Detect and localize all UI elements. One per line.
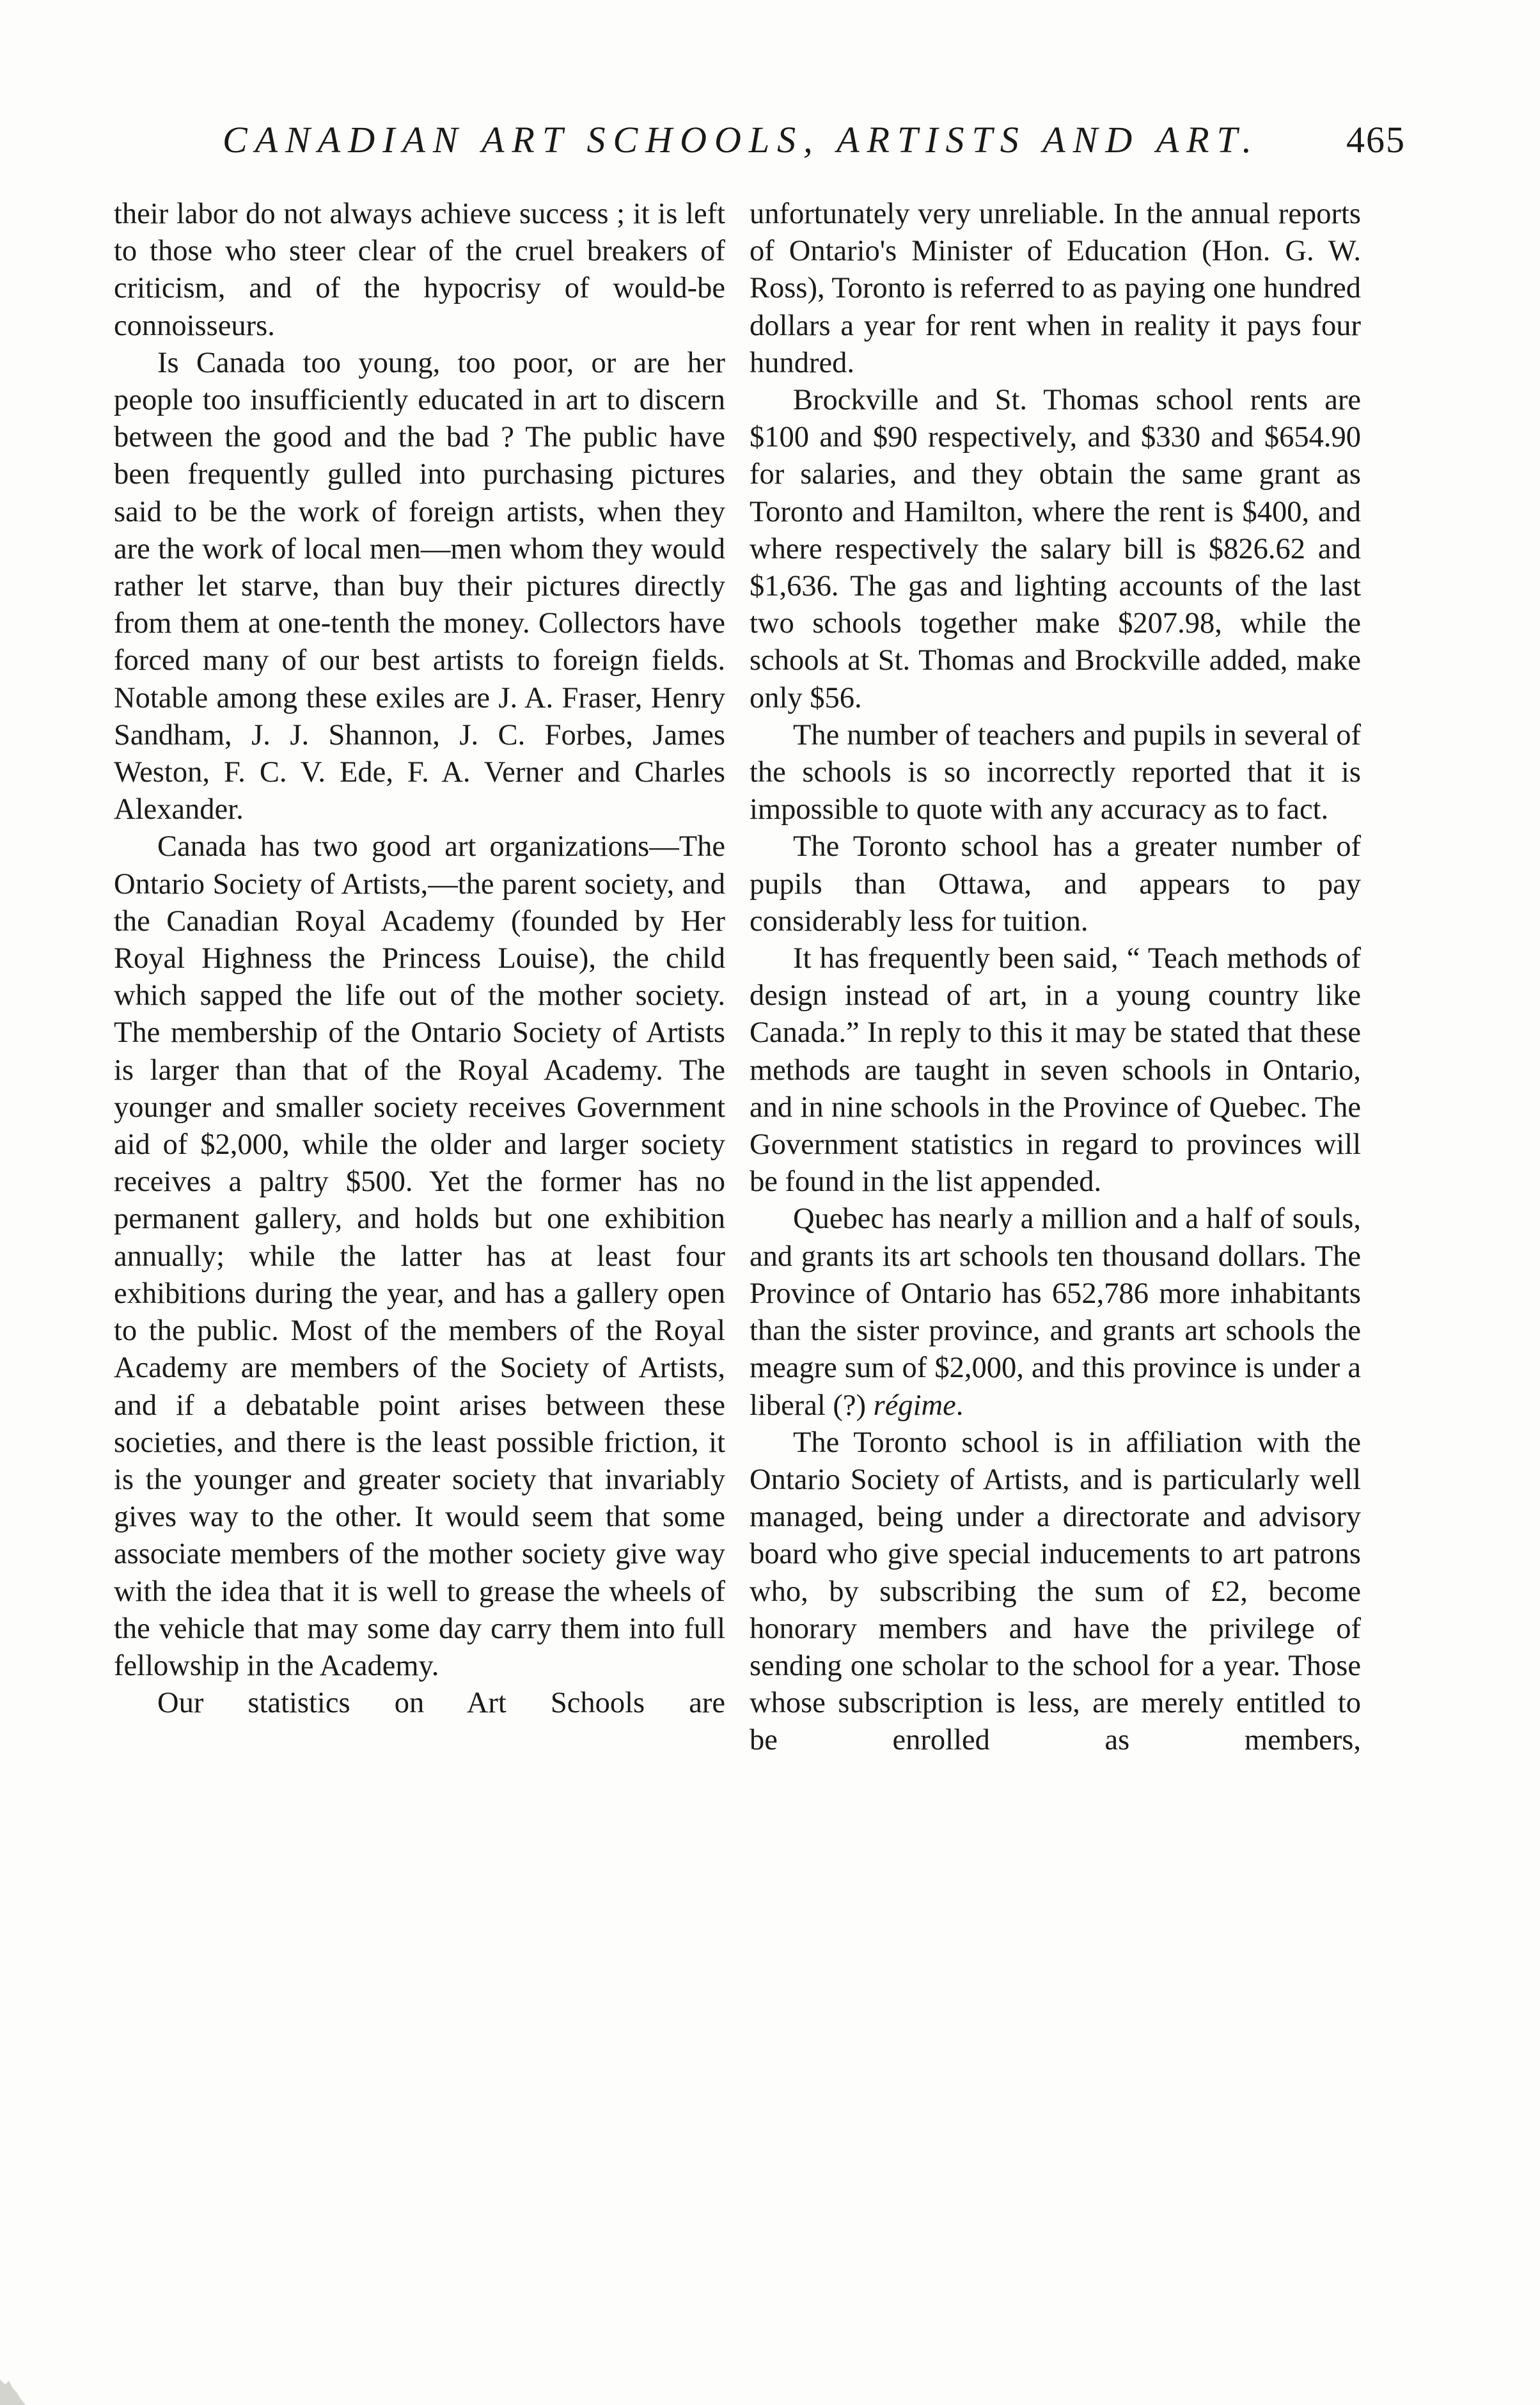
page-corner-stain [0, 2367, 26, 2405]
paragraph: The Toronto school has a greater number of pupils than Ottawa, and appears to pay considerably less for tuition. [750, 830, 1361, 938]
paragraph [750, 1201, 1361, 1424]
italic-trailing: . [955, 1389, 964, 1422]
paragraph: It has frequently been said, “ Teach methods of design instead of art, in a young country like Canada.” In reply to this it may be stated that these methods are taught in seven schools in Ontario, and in nine schools in the Province of Quebec. The Government statistics in regard to provinces will be found in the list appended. [750, 942, 1361, 1199]
paragraph-text: Quebec has nearly a million and a half of souls, and grants its art schools ten thousand dollars. The Province of Ontario has 652,786 more inhabitants than the sister province, and grants art schools the meagre sum of $2,000, and this province is under a liberal (?) [750, 1202, 1361, 1422]
paragraph: Canada has two good art organizations—The Ontario Society of Artists,—the parent society, and the Canadian Royal Academy (founded by Her Royal Highness the Princess Louise), the child which sapped the life out of the mother society. The membership of the Ontario Society of Artists is larger than that of the Royal Academy. The younger and smaller society receives Government aid of $2,000, while the older and larger society receives a paltry $500. Yet the former has no permanent gallery, and holds but one exhibition annually; while the latter has at least four exhibitions during the year, and has a gallery open to the public. Most of the members of the Royal Academy are members of the Society of Artists, and if a debatable point arises between these societies, and there is the least possible friction, it is the younger and greater society that invariably gives way to the other. It would seem that some associate members of the mother society give way with the idea that it is well to grease the wheels of the vehicle that may some day carry them into full fellowship in the Academy. [114, 830, 725, 1682]
paragraph: Is Canada too young, too poor, or are her people too insufficiently educated in art to discern between the good and the bad ? The public have been frequently gulled into purchasing pictures said to be the work of foreign artists, when they are the work of local men—men whom they would rather let starve, than buy their pictures directly from them at one-tenth the money. Collectors have forced many of our best artists to foreign fields. Notable among these exiles are J. A. Fraser, Henry Sandham, J. J. Shannon, J. C. Forbes, James Weston, F. C. V. Ede, F. A. Verner and Charles Alexander. [114, 346, 725, 826]
running-title: CANADIAN ART SCHOOLS, ARTISTS AND ART. [223, 119, 1260, 161]
paragraph: The number of teachers and pupils in several of the schools is so incorrectly reported that it is impossible to quote with any accuracy as to fact. [750, 718, 1361, 826]
paragraph: their labor do not always achieve success ; it is left to those who steer clear of the cruel breakers of criticism, and of the hypocrisy of would-be connoisseurs. [114, 198, 725, 342]
paragraph: unfortunately very unreliable. In the annual reports of Ontario's Minister of Education (Hon. G. W. Ross), Toronto is referred to as paying one hundred dollars a year for rent when in reality it pays four hundred. [750, 198, 1361, 379]
right-column [750, 196, 1361, 1760]
paragraph: Our statistics on Art Schools are [157, 1687, 725, 1720]
paragraph: Brockville and St. Thomas school rents are $100 and $90 respectively, and $330 and $654.90 for salaries, and they obtain the same grant as Toronto and Hamilton, where the rent is $400, and where respectively the salary bill is $826.62 and $1,636. The gas and lighting accounts of the last two schools together make $207.98, while the schools at St. Thomas and Brockville added, make only $56. [750, 384, 1361, 714]
page-number: 465 [1346, 119, 1406, 161]
paragraph: The Toronto school is in affiliation with the Ontario Society of Artists, and is particularly well managed, being under a directorate and advisory board who give special inducements to art patrons who, by subscribing the sum of £2, become honorary members and have the privilege of sending one scholar to the school for a year. Those whose subscription is less, are merely entitled to be enrolled as members, [750, 1426, 1361, 1757]
left-column [114, 196, 725, 1722]
italic-word: régime [873, 1389, 956, 1422]
running-head [223, 118, 1406, 170]
